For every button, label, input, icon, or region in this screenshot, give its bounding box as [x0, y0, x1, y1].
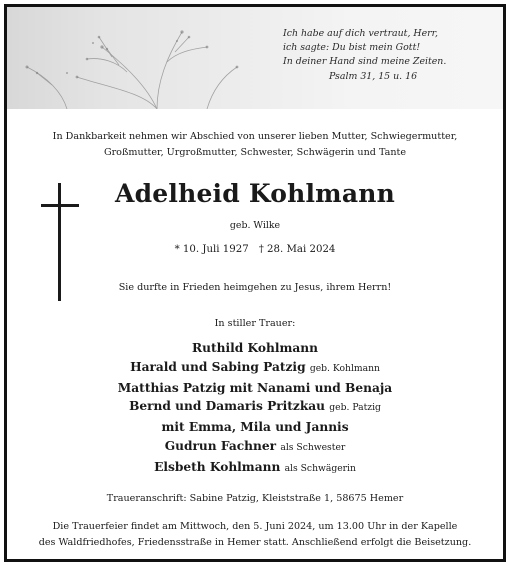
birth-date: * 10. Juli 1927	[174, 244, 249, 255]
mourning-label: In stiller Trauer:	[214, 318, 296, 329]
intro-line: Großmutter, Urgroßmutter, Schwester, Schwägerin und Tante	[103, 147, 407, 158]
mourner-name: Gudrun Fachner	[164, 438, 277, 453]
mourner-relation: geb. Kohlmann	[309, 362, 380, 374]
mourner-item	[7, 397, 503, 418]
mourner-item	[7, 358, 503, 379]
life-dates	[7, 244, 503, 255]
verse-line: Ich habe auf dich vertraut, Herr,	[283, 28, 439, 39]
funeral-line: Die Trauerfeier findet am Mittwoch, den 5. Juni 2024, um 13.00 Uhr in der Kapelle	[52, 521, 458, 532]
dried-grass-plant-image	[7, 7, 267, 109]
mourner-name: Bernd und Damaris Pritzkau	[129, 399, 326, 414]
intro-line: In Dankbarkeit nehmen wir Abschied von unserer lieben Mutter, Schwiegermutter,	[52, 131, 458, 142]
mourner-item	[7, 458, 503, 479]
mourner-relation: geb. Patzig	[329, 402, 381, 414]
deceased-name: Adelheid Kohlmann	[115, 179, 395, 208]
mourners-list	[7, 339, 503, 479]
verse-line: In deiner Hand sind meine Zeiten.	[283, 56, 447, 68]
mourning-address: Traueranschrift: Sabine Patzig, Kleiststraße 1, 58675 Hemer	[106, 493, 404, 504]
verse-line: ich sagte: Du bist mein Gott!	[283, 42, 421, 54]
death-date: † 28. Mai 2024	[258, 244, 336, 255]
funeral-line: des Waldfriedhofes, Friedensstraße in Hemer statt. Anschließend erfolgt die Beisetzung.	[38, 536, 472, 548]
mourner-relation: als Schwägerin	[284, 462, 356, 474]
intro-text	[7, 129, 503, 161]
mourner-name: Matthias Patzig mit Nanami und Benaja	[117, 380, 393, 395]
birth-name: geb. Wilke	[229, 220, 281, 231]
mourner-item	[7, 379, 503, 398]
mourner-name: mit Emma, Mila und Jannis	[161, 420, 349, 435]
mourner-name: Ruthild Kohlmann	[192, 341, 318, 355]
mourner-name: Harald und Sabing Patzig	[130, 359, 306, 374]
faith-line: Sie durfte in Frieden heimgehen zu Jesus, ihrem Herrn!	[118, 282, 392, 293]
funeral-details	[7, 519, 503, 550]
mourner-item	[7, 437, 503, 458]
mourner-relation: als Schwester	[280, 441, 346, 453]
obituary-notice	[4, 4, 506, 562]
mourner-item	[7, 418, 503, 437]
mourner-item	[7, 339, 503, 358]
bible-verse	[283, 27, 483, 84]
header-banner	[7, 7, 503, 109]
verse-reference: Psalm 31, 15 u. 16	[329, 70, 418, 82]
mourner-name: Elsbeth Kohlmann	[154, 459, 281, 474]
